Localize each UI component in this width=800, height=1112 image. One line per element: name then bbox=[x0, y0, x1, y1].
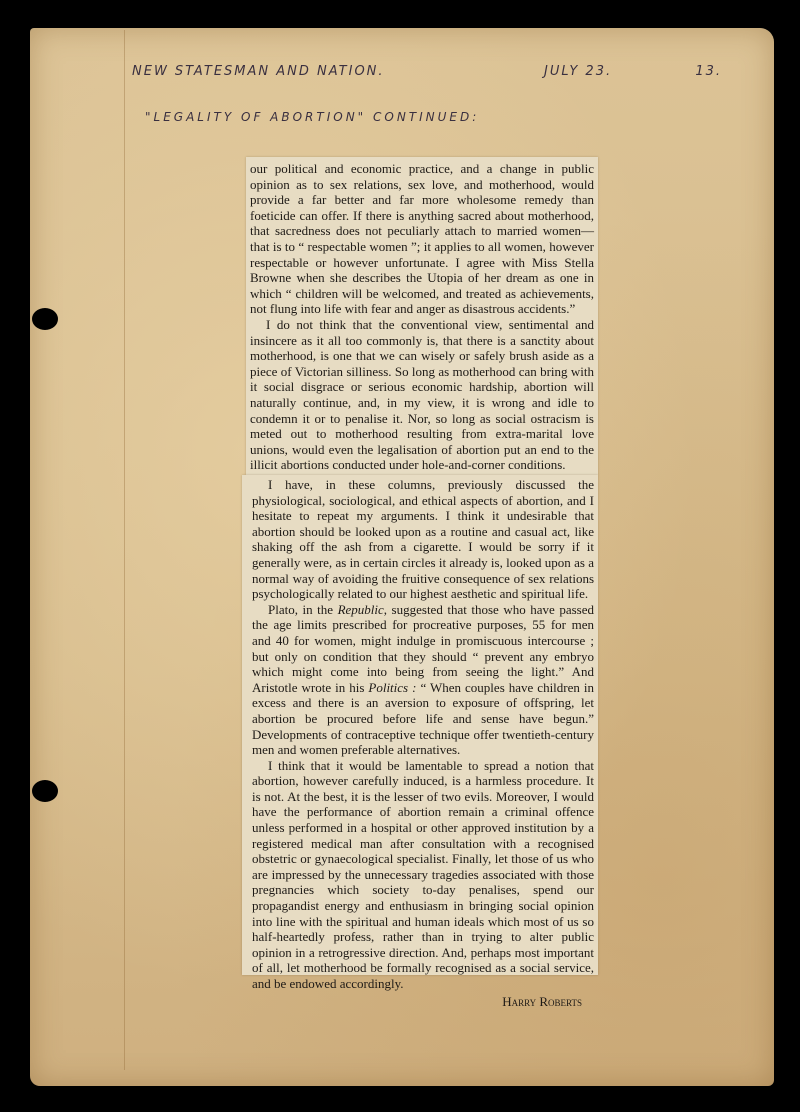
clipping-paragraph: our political and economic practice, and a change in public opinion as to sex relations, sex love, and motherhood, would provide a far better and far more wholesome remedy than foeticide can offer. If there is anything sacred about motherhood, that sacredness does not peculiarly attach to married women—that is to “ respectable women ”; it applies to all women, however respectable or however unfortunate. I agree with Miss Stella Browne when she describes the Utopia of her dream as one in which “ children will be welcomed, and treated as achievements, not flung into life with fear and anger as disastrous accidents.” bbox=[250, 161, 594, 317]
publication-name: NEW STATESMAN AND NATION. bbox=[132, 64, 385, 79]
page-number: 13. bbox=[695, 64, 722, 79]
binder-hole-bottom bbox=[32, 780, 58, 802]
republic-title: Republic bbox=[337, 601, 384, 617]
politics-title: Politics : bbox=[368, 679, 417, 695]
clipping-paragraph-plato: Plato, in the Republic, suggested that those who have passed the age limits prescribed for procreative purposes, 55 for men and 40 for women, might indulge in promiscuous intercourse ; but only on condition that they should “ prevent any embryo which might come into being from seeing the light.” And Aristotle wrote in his Politics : “ When couples have children in excess and there is an aversion to exposure of offspring, let abortion be procured before life and sense have begun.” Developments of contraceptive technique offer twentieth-century men and women preferable alternatives. bbox=[252, 601, 595, 758]
handwritten-header bbox=[132, 64, 722, 88]
newspaper-clipping-top bbox=[246, 157, 598, 475]
clipping-paragraph: I think that it would be lamentable to spread a notion that abortion, however carefully induced, is a harmless procedure. It is not. At the best, it is the lesser of two evils. Moreover, I would have the performance of abortion remain a criminal offence unless performed in a hospital or other approved institution by a registered medical man after consultation with a recognised obstetric or gynaecological specialist. Finally, let those of us who are impressed by the unnecessary tragedies associated with those pregnancies which society to-day penalises, spend our propagandist energy and enthusiasm in bringing social opinion into line with the spiritual and human ideals which most of us so half-heartedly profess, rather than in trying to alter public opinion in a retrogressive direction. And, perhaps most important of all, let motherhood be formally recognised as a social service, and be endowed accordingly. bbox=[252, 757, 594, 991]
page-fold-line bbox=[124, 30, 125, 1070]
clipping-paragraph: I do not think that the conventional view, sentimental and insincere as it all too commonly is, that there is a sanctity about motherhood, is one that we can wisely or safely brush aside as a piece of Victorian silliness. So long as motherhood can bring with it social disgrace or serious economic hardship, abortion will naturally continue, and, in my view, it is wrong and idle to condemn it or to penalise it. Nor, so long as social ostracism is meted out to motherhood resulting from extra-marital love unions, would even the legalisation of abortion put an end to the illicit abortions conducted under hole-and-corner conditions. bbox=[250, 316, 594, 473]
newspaper-clipping-bottom bbox=[242, 475, 598, 1009]
clipping-paragraph: I have, in these columns, previously discussed the physiological, sociological, and ethical aspects of abortion, and I hesitate to repeat my arguments. I think it undesirable that abortion should be looked upon as a routine and casual act, like shaking off the ash from a cigarette. I would be sorry if it generally were, as in certain circles it already is, looked upon as a normal way of avoiding the fruitive consequence of sex relations psychologically related to our highest aesthetic and spiritual life. bbox=[252, 477, 594, 602]
handwritten-subtitle: "LEGALITY OF ABORTION" CONTINUED: bbox=[145, 110, 480, 124]
publication-date: JULY 23. bbox=[544, 64, 613, 79]
binder-hole-top bbox=[32, 308, 58, 330]
author-signature: Harry Roberts bbox=[502, 993, 582, 1009]
